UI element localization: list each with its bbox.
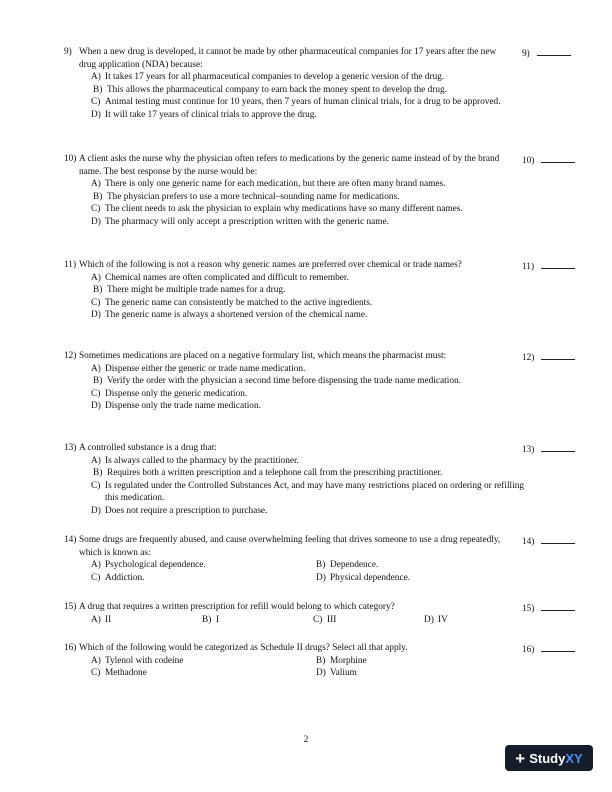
option-d bbox=[424, 614, 448, 627]
question-stem: A drug that requires a written prescription for refill would belong to which category? bbox=[79, 602, 395, 612]
option-letter: C) bbox=[91, 388, 101, 399]
option-letter: B) bbox=[93, 191, 103, 202]
page-number: 2 bbox=[303, 735, 309, 745]
answer-slot bbox=[522, 46, 571, 61]
option-d bbox=[316, 572, 410, 585]
studyxy-logo[interactable] bbox=[505, 745, 593, 771]
option-text: IV bbox=[438, 614, 448, 625]
option-letter: C) bbox=[91, 297, 101, 308]
question-number: 14) bbox=[64, 535, 77, 545]
logo-text-xy: XY bbox=[565, 750, 583, 766]
question-12 bbox=[64, 350, 612, 413]
option-letter: B) bbox=[93, 285, 103, 296]
option-letter: A) bbox=[91, 272, 101, 283]
option-letter: C) bbox=[91, 572, 101, 583]
option-text: Dispense either the generic or trade name medication. bbox=[105, 363, 306, 374]
option-d bbox=[64, 109, 536, 122]
question-stem: Sometimes medications are placed on a negative formulary list, which means the pharmacist must: bbox=[79, 351, 447, 361]
option-letter: B) bbox=[93, 376, 103, 387]
answer-slot bbox=[522, 601, 575, 616]
option-letter: A) bbox=[91, 455, 101, 466]
option-text: Verify the order with the physician a second time before dispensing the trade name medication. bbox=[107, 376, 461, 387]
option-text: Physical dependence. bbox=[330, 572, 411, 583]
option-text: Tylenol with codeine bbox=[105, 655, 184, 666]
option-b bbox=[64, 467, 536, 480]
option-text: Chemical names are often complicated and difficult to remember. bbox=[105, 272, 349, 283]
answer-slot bbox=[522, 442, 575, 457]
answer-label: 11) bbox=[522, 262, 535, 272]
option-b bbox=[64, 284, 536, 297]
option-b bbox=[64, 375, 536, 388]
option-text: Dispense only the generic medication. bbox=[105, 388, 248, 399]
question-stem: Which of the following is not a reason why generic names are preferred over chemical or trade names? bbox=[79, 260, 462, 270]
option-a bbox=[64, 455, 536, 468]
option-text: Animal testing must continue for 10 years, then 7 years of human clinical trials, for a drug to be approved. bbox=[105, 97, 501, 108]
option-c bbox=[64, 480, 536, 505]
option-letter: C) bbox=[91, 204, 101, 215]
option-text: The physician prefers to use a more technical–sounding name for medications. bbox=[107, 191, 400, 202]
option-a bbox=[64, 71, 536, 84]
question-9 bbox=[64, 46, 612, 122]
option-text: II bbox=[105, 614, 112, 625]
answer-slot bbox=[522, 153, 575, 168]
option-c bbox=[64, 96, 536, 109]
option-text: It will take 17 years of clinical trials to approve the drug. bbox=[105, 109, 317, 120]
option-a bbox=[64, 363, 536, 376]
option-b bbox=[202, 614, 313, 627]
question-stem: A client asks the nurse why the physician often refers to medications by the generic name instead of by the brand name. The best response by the nurse would be: bbox=[79, 154, 500, 177]
answer-slot bbox=[522, 350, 575, 365]
answer-label: 16) bbox=[522, 645, 535, 655]
option-a bbox=[64, 178, 536, 191]
option-text: The generic name can consistently be matched to the active ingredients. bbox=[105, 297, 373, 308]
option-c bbox=[64, 297, 536, 310]
option-letter: A) bbox=[91, 614, 101, 625]
question-stem: Which of the following would be categorized as Schedule II drugs? Select all that apply. bbox=[79, 643, 408, 653]
answer-blank[interactable] bbox=[541, 534, 575, 544]
question-number: 16) bbox=[64, 643, 77, 653]
option-text: Is always called to the pharmacy by the practitioner. bbox=[105, 455, 299, 466]
option-text: Valium bbox=[330, 668, 357, 679]
option-text: Dispense only the trade name medication. bbox=[105, 401, 261, 412]
option-b bbox=[316, 559, 378, 572]
option-b bbox=[64, 84, 536, 97]
question-13 bbox=[64, 442, 612, 518]
option-text: Dependence. bbox=[330, 560, 379, 571]
question-number: 10) bbox=[64, 154, 77, 164]
options-row bbox=[64, 559, 612, 572]
option-text: Requires both a written prescription and a telephone call from the prescribing practitioner. bbox=[107, 468, 443, 479]
option-letter: C) bbox=[91, 668, 101, 679]
answer-label: 13) bbox=[522, 445, 535, 455]
option-letter: B) bbox=[316, 560, 326, 571]
question-16 bbox=[64, 642, 612, 680]
option-text: The client needs to ask the physician to explain why medications have so many different names. bbox=[105, 204, 463, 215]
option-text: Does not require a prescription to purchase. bbox=[105, 505, 268, 516]
option-a bbox=[91, 655, 316, 668]
option-text: Methadone bbox=[105, 668, 147, 679]
option-text: It takes 17 years for all pharmaceutical companies to develop a generic version of the drug. bbox=[105, 72, 445, 83]
option-b bbox=[316, 655, 367, 668]
answer-label: 9) bbox=[522, 49, 530, 59]
answer-blank[interactable] bbox=[541, 601, 575, 611]
question-11 bbox=[64, 259, 612, 322]
option-text: Psychological dependence. bbox=[105, 560, 206, 571]
question-number: 15) bbox=[64, 602, 77, 612]
answer-slot bbox=[522, 534, 575, 549]
question-14 bbox=[64, 534, 612, 584]
question-number: 9) bbox=[64, 47, 72, 57]
option-text: Is regulated under the Controlled Substances Act, and may have many restrictions placed on ordering or refilling this medication. bbox=[105, 480, 525, 504]
question-stem: Some drugs are frequently abused, and cause overwhelming feeling that drives someone to use a drug repeatedly, which is known as: bbox=[79, 535, 501, 558]
answer-blank[interactable] bbox=[541, 442, 575, 452]
option-letter: D) bbox=[91, 216, 101, 227]
logo-text-study: Study bbox=[529, 750, 566, 766]
question-number: 13) bbox=[64, 443, 77, 453]
option-d bbox=[64, 505, 536, 518]
option-text: Addiction. bbox=[105, 572, 145, 583]
answer-label: 10) bbox=[522, 156, 535, 166]
option-text: This allows the pharmaceutical company to earn back the money spent to develop the drug. bbox=[107, 84, 448, 95]
option-letter: C) bbox=[91, 480, 101, 491]
option-letter: A) bbox=[91, 363, 101, 374]
option-letter: D) bbox=[316, 668, 326, 679]
question-stem: A controlled substance is a drug that: bbox=[79, 443, 217, 453]
plus-icon: + bbox=[515, 748, 526, 768]
answer-blank[interactable] bbox=[541, 350, 575, 360]
option-letter: A) bbox=[91, 179, 101, 190]
option-d bbox=[64, 400, 536, 413]
answer-slot bbox=[522, 259, 575, 274]
option-c bbox=[64, 203, 536, 216]
answer-blank[interactable] bbox=[541, 153, 575, 163]
option-letter: D) bbox=[424, 614, 434, 625]
answer-label: 14) bbox=[522, 537, 535, 547]
options-row bbox=[64, 572, 612, 585]
option-text: III bbox=[327, 614, 337, 625]
question-number: 11) bbox=[64, 260, 77, 270]
option-letter: A) bbox=[91, 72, 101, 83]
answer-blank[interactable] bbox=[541, 259, 575, 269]
answer-blank[interactable] bbox=[541, 642, 575, 652]
question-15 bbox=[64, 601, 612, 626]
option-c bbox=[313, 614, 424, 627]
option-text: The generic name is always a shortened version of the chemical name. bbox=[105, 310, 368, 321]
option-letter: D) bbox=[91, 505, 101, 516]
option-a bbox=[64, 272, 536, 285]
option-c bbox=[91, 667, 316, 680]
option-letter: D) bbox=[91, 401, 101, 412]
option-letter: A) bbox=[91, 560, 101, 571]
option-text: There is only one generic name for each medication, but there are often many brand names. bbox=[105, 179, 446, 190]
option-a bbox=[91, 614, 202, 627]
option-c bbox=[91, 572, 316, 585]
option-letter: C) bbox=[91, 97, 101, 108]
option-letter: C) bbox=[313, 614, 323, 625]
question-number: 12) bbox=[64, 351, 77, 361]
option-text: Morphine bbox=[330, 655, 367, 666]
answer-slot bbox=[522, 642, 575, 657]
answer-label: 15) bbox=[522, 604, 535, 614]
option-letter: B) bbox=[202, 614, 212, 625]
option-b bbox=[64, 191, 536, 204]
answer-blank[interactable] bbox=[537, 46, 571, 56]
option-letter: B) bbox=[93, 468, 103, 479]
option-c bbox=[64, 388, 536, 401]
options-row bbox=[64, 667, 612, 680]
option-a bbox=[91, 559, 316, 572]
option-d bbox=[64, 309, 536, 322]
answer-label: 12) bbox=[522, 353, 535, 363]
option-text: I bbox=[216, 614, 220, 625]
option-text: There might be multiple trade names for a drug. bbox=[107, 285, 286, 296]
option-letter: B) bbox=[316, 655, 326, 666]
option-d bbox=[316, 667, 357, 680]
question-stem: When a new drug is developed, it cannot be made by other pharmaceutical companies for 17 years after the new drug application (NDA) because: bbox=[79, 47, 497, 70]
question-10 bbox=[64, 153, 612, 229]
option-letter: D) bbox=[91, 310, 101, 321]
option-letter: D) bbox=[316, 572, 326, 583]
option-letter: D) bbox=[91, 109, 101, 120]
option-d bbox=[64, 216, 536, 229]
option-letter: B) bbox=[93, 84, 103, 95]
option-text: The pharmacy will only accept a prescription written with the generic name. bbox=[105, 216, 389, 227]
option-letter: A) bbox=[91, 655, 101, 666]
